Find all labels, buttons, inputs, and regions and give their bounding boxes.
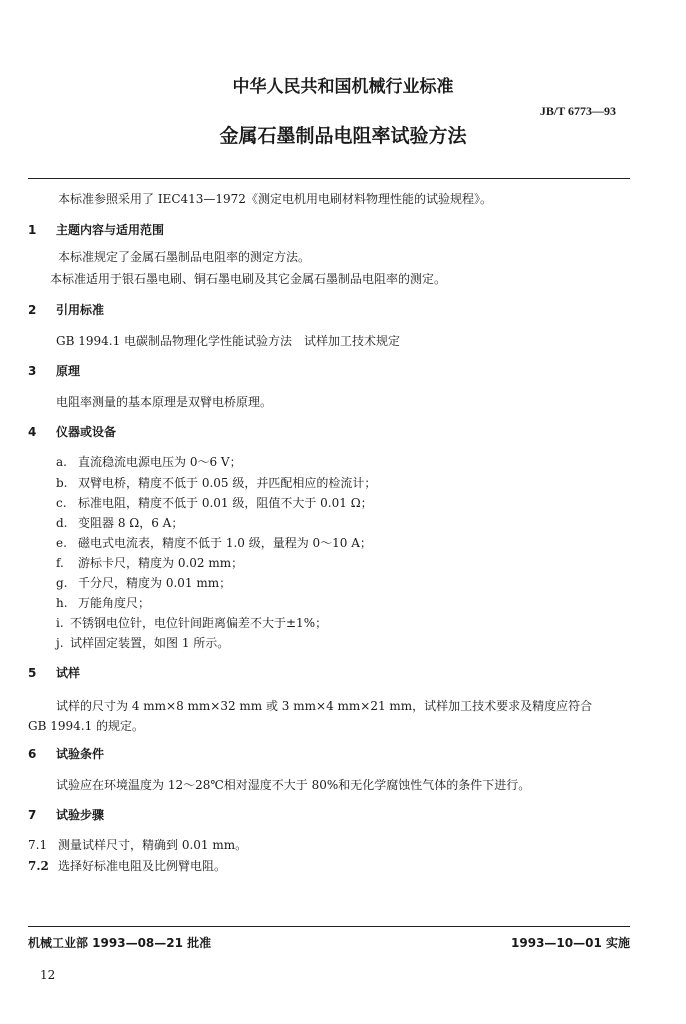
equipment-item: i. 不锈钢电位针，电位针间距离偏差不大于±1%； bbox=[56, 616, 328, 630]
section-4-heading bbox=[28, 423, 116, 440]
section-title: 试验条件 bbox=[56, 747, 105, 761]
section-5-heading bbox=[28, 664, 80, 681]
section-number: 6 bbox=[28, 747, 37, 761]
equipment-item: h. 万能角度尺； bbox=[56, 596, 151, 610]
approval-date: 机械工业部 1993—08—21 批准 bbox=[28, 936, 212, 950]
section-title: 主题内容与适用范围 bbox=[56, 223, 165, 237]
section-number: 7 bbox=[28, 808, 37, 822]
section-5-paragraph-2: GB 1994.1 的规定。 bbox=[28, 719, 145, 733]
section-number: 1 bbox=[28, 223, 37, 237]
page-number: 12 bbox=[40, 968, 56, 982]
step-item: 7.1 测量试样尺寸，精确到 0.01 mm。 bbox=[28, 838, 248, 852]
equipment-item: a. 直流稳流电源电压为 0～6 V； bbox=[56, 455, 242, 469]
section-title: 引用标准 bbox=[56, 303, 105, 317]
section-6-heading bbox=[28, 745, 104, 762]
section-3-heading bbox=[28, 362, 80, 379]
section-title: 试验步骤 bbox=[56, 808, 105, 822]
equipment-item: d. 变阻器 8 Ω，6 A； bbox=[56, 516, 184, 530]
section-number: 2 bbox=[28, 303, 37, 317]
step-item: 7.2 选择好标准电阻及比例臂电阻。 bbox=[28, 859, 227, 873]
section-title: 原理 bbox=[56, 364, 81, 378]
intro-paragraph: 本标准参照采用了 IEC413—1972《测定电机用电刷材料物理性能的试验规程》。 bbox=[58, 192, 492, 206]
section-title: 仪器或设备 bbox=[56, 425, 117, 439]
section-3-paragraph: 电阻率测量的基本原理是双臂电桥原理。 bbox=[56, 395, 273, 409]
section-1-heading bbox=[28, 221, 164, 238]
header-divider bbox=[28, 178, 630, 179]
standard-code: JB/T 6773—93 bbox=[539, 104, 616, 118]
section-7-heading bbox=[28, 806, 104, 823]
section-2-heading bbox=[28, 301, 104, 318]
implementation-date: 1993—10—01 实施 bbox=[511, 936, 630, 950]
section-6-paragraph: 试验应在环境温度为 12～28℃相对湿度不大于 80%和无化学腐蚀性气体的条件下进行。 bbox=[56, 778, 531, 792]
section-5-paragraph-1: 试样的尺寸为 4 mm×8 mm×32 mm 或 3 mm×4 mm×21 mm，试样加工技术要求及精度应符合 bbox=[56, 699, 593, 713]
section-number: 4 bbox=[28, 425, 37, 439]
footer-divider bbox=[28, 926, 630, 927]
section-number: 3 bbox=[28, 364, 37, 378]
equipment-item: f. 游标卡尺，精度为 0.02 mm； bbox=[56, 556, 244, 570]
equipment-item: g. 千分尺，精度为 0.01 mm； bbox=[56, 576, 232, 590]
equipment-item: e. 磁电式电流表，精度不低于 1.0 级，量程为 0～10 A； bbox=[56, 536, 372, 550]
section-1-paragraph-1: 本标准规定了金属石墨制品电阻率的测定方法。 bbox=[58, 250, 311, 264]
industry-standard-heading: 中华人民共和国机械行业标准 bbox=[232, 77, 454, 97]
document-title: 金属石墨制品电阻率试验方法 bbox=[219, 125, 467, 147]
section-1-paragraph-2: 本标准适用于银石墨电刷、铜石墨电刷及其它金属石墨制品电阻率的测定。 bbox=[50, 272, 447, 286]
section-number: 5 bbox=[28, 666, 37, 680]
section-2-paragraph: GB 1994.1 电碳制品物理化学性能试验方法 试样加工技术规定 bbox=[56, 334, 401, 348]
section-title: 试样 bbox=[56, 666, 81, 680]
equipment-item: c. 标准电阻，精度不低于 0.01 级，阻值不大于 0.01 Ω； bbox=[56, 496, 373, 510]
equipment-item: b. 双臂电桥，精度不低于 0.05 级，并匹配相应的检流计； bbox=[56, 476, 377, 490]
equipment-item: j. 试样固定装置，如图 1 所示。 bbox=[56, 636, 230, 650]
